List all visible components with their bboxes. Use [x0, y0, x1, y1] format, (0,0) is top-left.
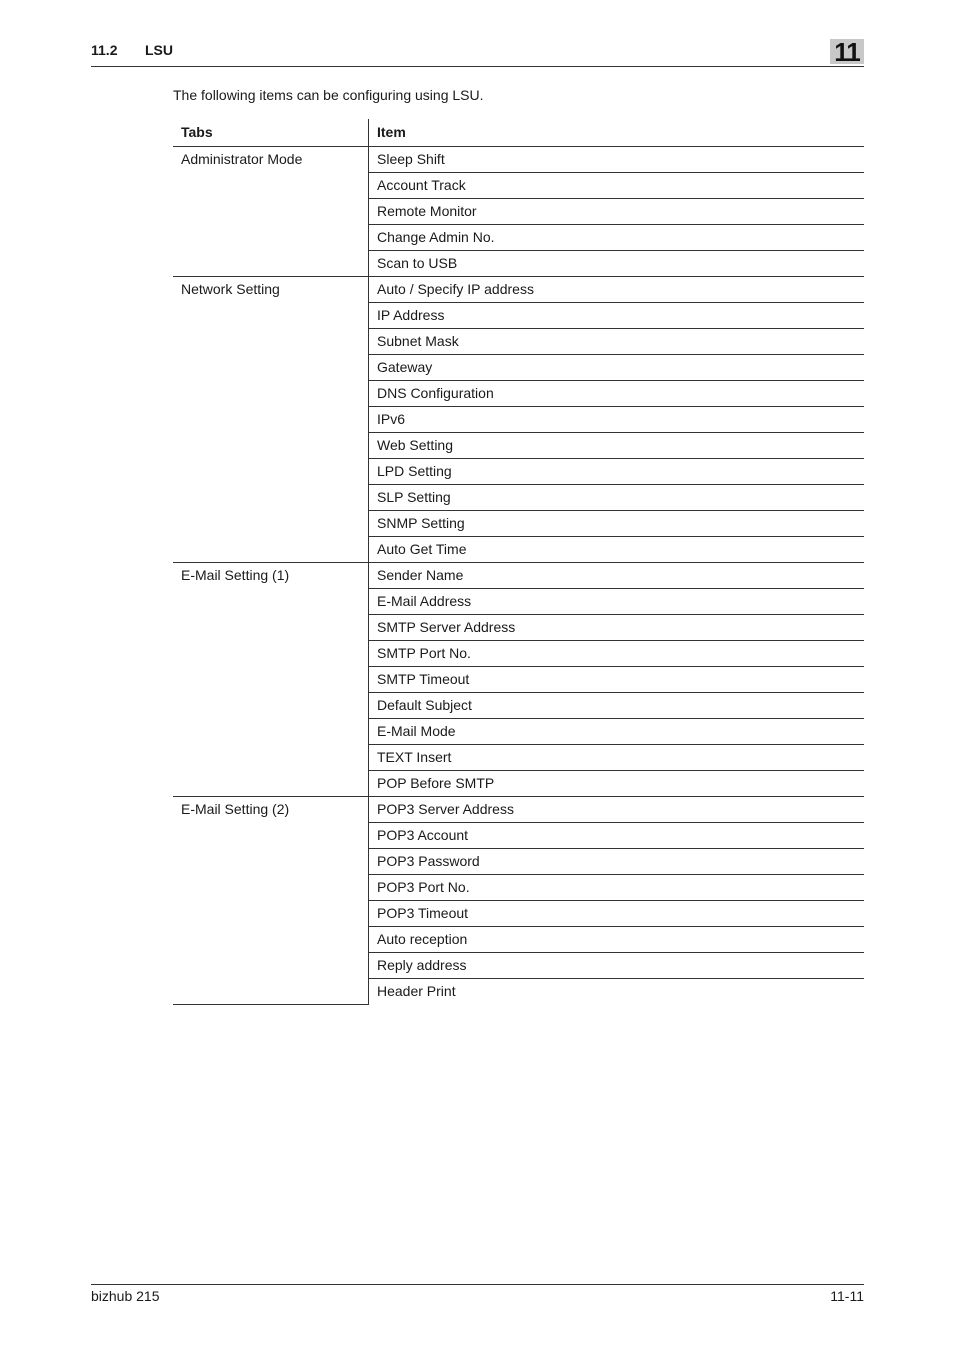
table-body	[173, 147, 864, 1005]
footer-page-number: 11-11	[830, 1288, 864, 1304]
item-cell: E-Mail Address	[369, 589, 865, 615]
item-cell: Reply address	[369, 953, 865, 979]
item-cell: DNS Configuration	[369, 381, 865, 407]
item-cell: LPD Setting	[369, 459, 865, 485]
item-cell: POP Before SMTP	[369, 771, 865, 797]
item-cell: Scan to USB	[369, 251, 865, 277]
item-cell: SMTP Port No.	[369, 641, 865, 667]
table-row	[173, 147, 864, 173]
item-cell: Auto Get Time	[369, 537, 865, 563]
tab-name-cell: Administrator Mode	[173, 147, 369, 277]
intro-text: The following items can be configuring using LSU.	[173, 87, 484, 103]
item-cell: Sleep Shift	[369, 147, 865, 173]
tab-name-cell: E-Mail Setting (1)	[173, 563, 369, 797]
chapter-badge: 11	[830, 39, 864, 64]
item-cell: SNMP Setting	[369, 511, 865, 537]
column-header-tabs: Tabs	[173, 119, 369, 147]
item-cell: Web Setting	[369, 433, 865, 459]
item-cell: Subnet Mask	[369, 329, 865, 355]
item-cell: IP Address	[369, 303, 865, 329]
item-cell: Gateway	[369, 355, 865, 381]
item-cell: Sender Name	[369, 563, 865, 589]
item-cell: POP3 Account	[369, 823, 865, 849]
section-number: 11.2	[91, 42, 118, 58]
item-cell: SLP Setting	[369, 485, 865, 511]
page-header	[91, 38, 864, 67]
lsu-settings-table	[173, 119, 864, 1005]
item-cell: Remote Monitor	[369, 199, 865, 225]
item-cell: E-Mail Mode	[369, 719, 865, 745]
column-header-item: Item	[369, 119, 865, 147]
item-cell: Auto / Specify IP address	[369, 277, 865, 303]
footer-product-name: bizhub 215	[91, 1288, 160, 1304]
item-cell: Auto reception	[369, 927, 865, 953]
item-cell: Default Subject	[369, 693, 865, 719]
item-cell: SMTP Timeout	[369, 667, 865, 693]
item-cell: Change Admin No.	[369, 225, 865, 251]
tab-name-cell: Network Setting	[173, 277, 369, 563]
item-cell: POP3 Timeout	[369, 901, 865, 927]
item-cell: POP3 Password	[369, 849, 865, 875]
item-cell: Account Track	[369, 173, 865, 199]
item-cell: POP3 Server Address	[369, 797, 865, 823]
table-row	[173, 563, 864, 589]
item-cell: TEXT Insert	[369, 745, 865, 771]
item-cell: SMTP Server Address	[369, 615, 865, 641]
section-title: LSU	[145, 42, 173, 58]
item-cell: POP3 Port No.	[369, 875, 865, 901]
table-row	[173, 277, 864, 303]
page-footer	[91, 1284, 864, 1304]
table-row	[173, 797, 864, 823]
tab-name-cell: E-Mail Setting (2)	[173, 797, 369, 1005]
table-header-row	[173, 119, 864, 147]
item-cell: IPv6	[369, 407, 865, 433]
item-cell: Header Print	[377, 983, 456, 999]
